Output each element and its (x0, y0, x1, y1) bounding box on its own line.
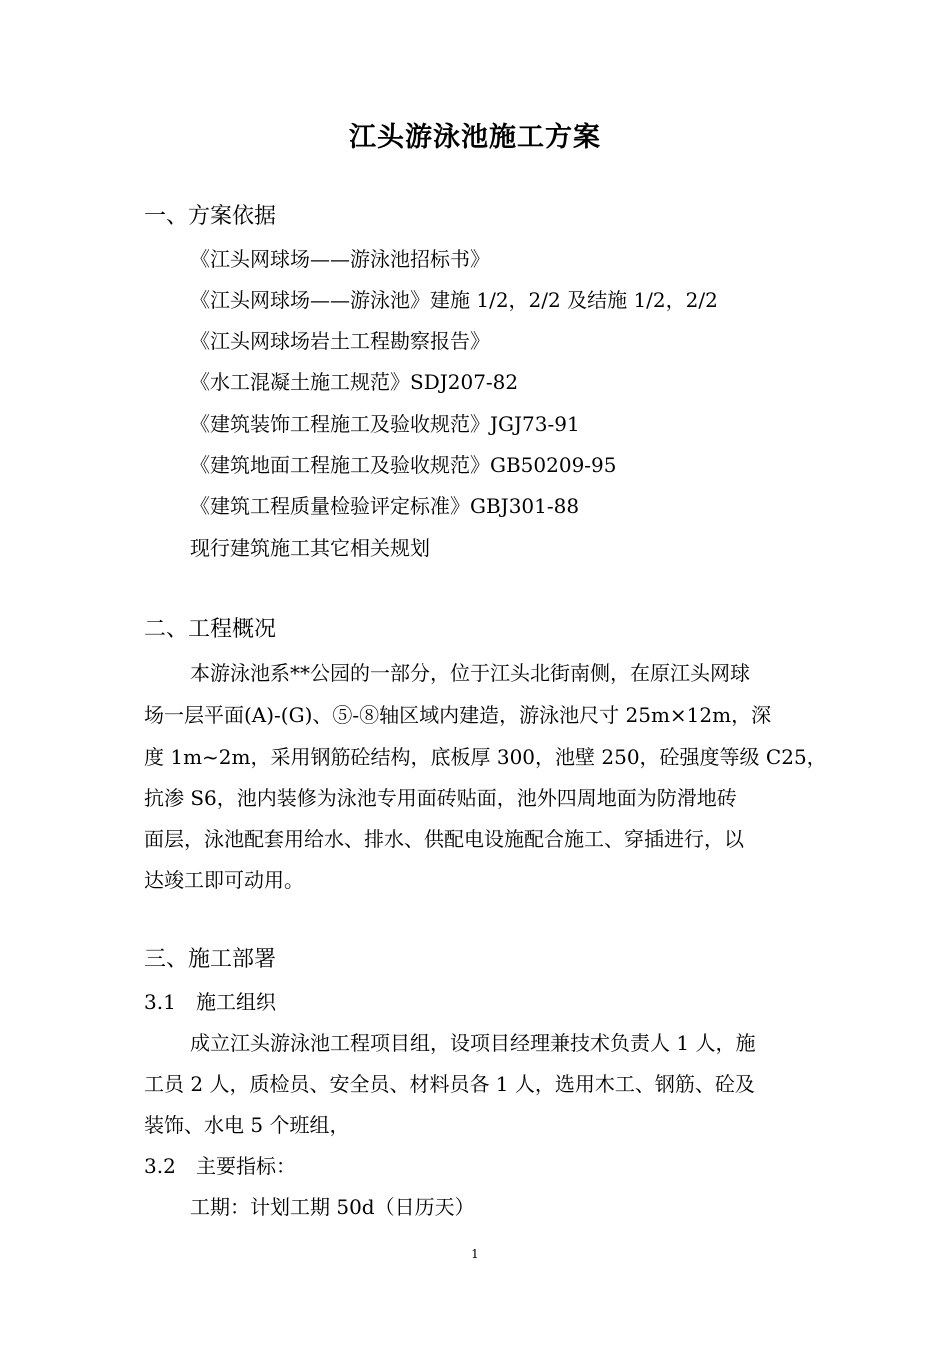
schedule-line: 工期：计划工期 50d（日历天） (190, 1195, 475, 1219)
document-title: 江头游泳池施工方案 (349, 122, 601, 153)
overview-paragraph-line: 本游泳池系**公园的一部分，位于江头北街南侧，在原江头网球 (190, 661, 750, 685)
subsection-label: 主要指标： (196, 1154, 296, 1178)
section-heading-basis: 一、方案依据 (144, 204, 277, 229)
reference-item: 《江头网球场——游泳池招标书》 (190, 247, 490, 271)
reference-item: 《建筑装饰工程施工及验收规范》JGJ73-91 (190, 412, 580, 436)
overview-paragraph-line: 面层，泳池配套用给水、排水、供配电设施配合施工、穿插进行，以 (144, 827, 744, 851)
subsection-label: 施工组织 (196, 990, 276, 1014)
organization-paragraph-line: 工员 2 人，质检员、安全员、材料员各 1 人，选用木工、钢筋、砼及 (144, 1072, 755, 1096)
organization-paragraph-line: 装饰、水电 5 个班组， (144, 1113, 350, 1137)
subsection-heading-organization (144, 988, 276, 1016)
reference-item: 《江头网球场岩土工程勘察报告》 (190, 329, 490, 353)
reference-item: 现行建筑施工其它相关规划 (190, 536, 430, 560)
reference-item: 《建筑工程质量检验评定标准》GBJ301-88 (190, 494, 580, 518)
reference-item: 《建筑地面工程施工及验收规范》GB50209-95 (190, 453, 617, 477)
reference-item: 《水工混凝土施工规范》SDJ207-82 (190, 370, 519, 394)
organization-paragraph-line: 成立江头游泳池工程项目组，设项目经理兼技术负责人 1 人，施 (190, 1031, 756, 1055)
overview-paragraph-line: 度 1m~2m，采用钢筋砼结构，底板厚 300，池壁 250，砼强度等级 C25， (144, 745, 827, 769)
subsection-number: 3.1 (144, 990, 176, 1014)
subsection-heading-indicators (144, 1152, 296, 1180)
section-heading-overview: 二、工程概况 (144, 617, 277, 642)
reference-item: 《江头网球场——游泳池》建施 1/2，2/2 及结施 1/2，2/2 (190, 288, 718, 312)
overview-paragraph-line: 场一层平面(A)-(G)、⑤-⑧轴区域内建造，游泳池尺寸 25m×12m，深 (144, 703, 772, 727)
page-number: 1 (471, 1247, 479, 1261)
section-heading-deployment: 三、施工部署 (144, 947, 277, 972)
overview-paragraph-line: 抗渗 S6，池内装修为泳池专用面砖贴面，池外四周地面为防滑地砖 (144, 786, 737, 810)
subsection-number: 3.2 (144, 1154, 176, 1178)
overview-paragraph-line: 达竣工即可动用。 (144, 868, 304, 892)
